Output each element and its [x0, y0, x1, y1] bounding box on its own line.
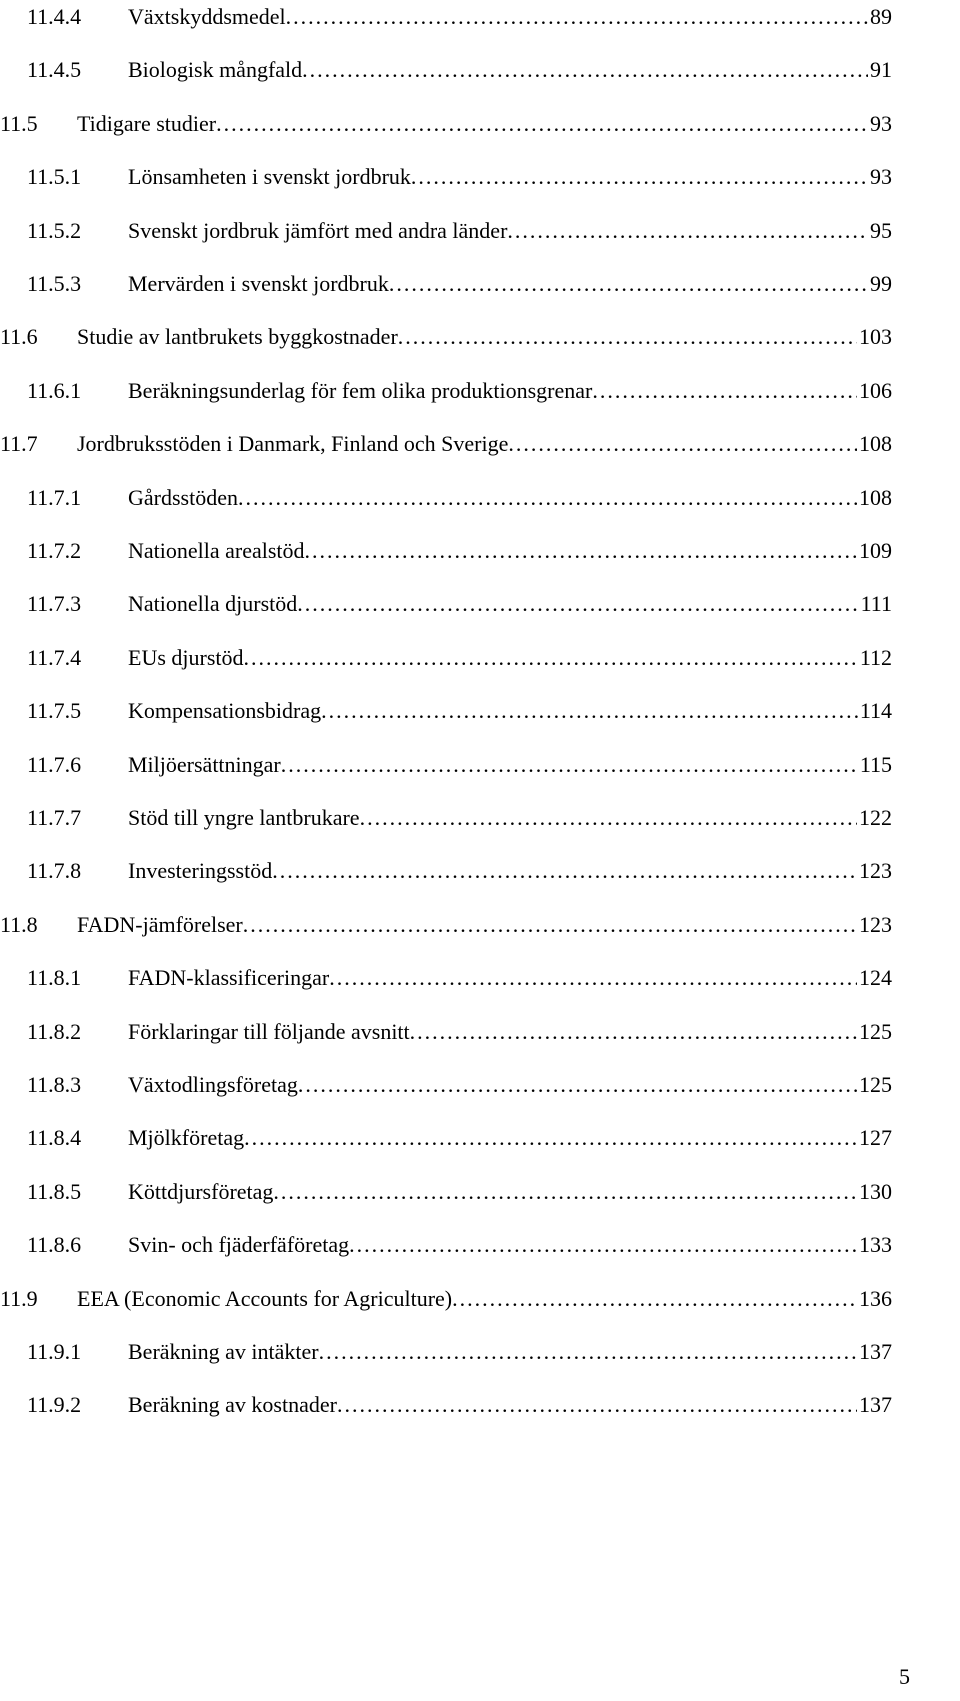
toc-entry-title: Växtskyddsmedel [128, 2, 286, 32]
toc-entry-title: Svenskt jordbruk jämfört med andra länder [128, 216, 507, 246]
toc-entry-title: Växtodlingsföretag [128, 1070, 298, 1100]
toc-entry[interactable] [0, 856, 960, 886]
toc-entry-number: 11.8.1 [27, 965, 82, 991]
toc-dot-leader [319, 1337, 857, 1367]
toc-entry-number: 11.7.1 [27, 484, 82, 510]
toc-dot-leader [272, 856, 857, 886]
toc-entry[interactable] [0, 803, 960, 833]
toc-dot-leader [360, 803, 857, 833]
toc-entry-title: Kompensationsbidrag [128, 696, 321, 726]
toc-entry-number: 11.4.5 [27, 57, 82, 83]
toc-entry[interactable] [0, 216, 960, 246]
toc-entry-number: 11.7.8 [27, 858, 82, 884]
toc-dot-leader [305, 536, 857, 566]
toc-entry-page: 123 [859, 858, 892, 884]
toc-entry-number: 11.5.1 [27, 164, 82, 190]
toc-dot-leader [286, 2, 868, 32]
toc-entry[interactable] [0, 696, 960, 726]
toc-entry[interactable] [0, 1230, 960, 1260]
toc-dot-leader [507, 216, 868, 246]
toc-dot-leader [243, 910, 857, 940]
toc-entry[interactable] [0, 483, 960, 513]
toc-entry[interactable] [0, 910, 960, 940]
toc-entry-title: EEA (Economic Accounts for Agriculture) [77, 1284, 452, 1314]
toc-dot-leader [592, 376, 857, 406]
toc-entry[interactable] [0, 269, 960, 299]
toc-entry-page: 130 [859, 1178, 892, 1204]
toc-entry[interactable] [0, 1284, 960, 1314]
toc-entry-number: 11.8.3 [27, 1072, 82, 1097]
toc-entry-page: 136 [859, 1285, 892, 1311]
toc-entry-number: 11.7.6 [27, 751, 82, 777]
toc-entry-title: Nationella arealstöd [128, 536, 305, 566]
toc-entry[interactable] [0, 1390, 960, 1420]
toc-entry-page: 115 [859, 751, 892, 777]
toc-dot-leader [452, 1284, 857, 1314]
toc-entry-number: 11.8.4 [27, 1125, 82, 1151]
toc-entry-title: FADN-klassificeringar [128, 963, 329, 993]
toc-entry-page: 95 [870, 217, 892, 243]
toc-entry[interactable] [0, 750, 960, 780]
toc-entry-title: Förklaringar till följande avsnitt [128, 1017, 410, 1047]
toc-entry-page: 114 [859, 698, 892, 724]
toc-entry-number: 11.7.5 [27, 698, 82, 724]
toc-entry-title: Beräkning av intäkter [128, 1337, 319, 1367]
toc-entry-title: Mjölkföretag [128, 1123, 244, 1153]
toc-entry-title: Nationella djurstöd [128, 589, 297, 619]
toc-dot-leader [508, 429, 857, 459]
toc-dot-leader [337, 1390, 857, 1420]
toc-entry-page: 137 [859, 1392, 892, 1418]
toc-entry-page: 124 [859, 965, 892, 991]
toc-entry-title: Biologisk mångfald [128, 55, 302, 85]
toc-entry-title: Stöd till yngre lantbrukare [128, 803, 360, 833]
toc-entry-number: 11.7.7 [27, 805, 82, 830]
toc-entry-number: 11.5.2 [27, 217, 82, 243]
toc-entry-page: 112 [859, 644, 892, 670]
toc-entry-number: 11.8 [0, 911, 38, 937]
toc-entry-page: 89 [870, 4, 892, 29]
toc-dot-leader [244, 643, 858, 673]
toc-entry-title: Gårdsstöden [128, 483, 238, 513]
toc-entry-page: 122 [859, 805, 892, 830]
toc-entry-page: 93 [870, 110, 892, 136]
toc-entry-title: Investeringsstöd [128, 856, 272, 886]
toc-entry-title: Jordbruksstöden i Danmark, Finland och Sverige [77, 429, 508, 459]
toc-entry-page: 103 [859, 324, 892, 350]
toc-entry-title: FADN-jämförelser [77, 910, 243, 940]
toc-entry-title: Köttdjursföretag [128, 1177, 273, 1207]
toc-entry[interactable] [0, 1017, 960, 1047]
toc-entry-page: 123 [859, 911, 892, 937]
toc-entry-number: 11.8.5 [27, 1178, 82, 1204]
toc-dot-leader [321, 696, 858, 726]
toc-entry-number: 11.8.2 [27, 1018, 82, 1044]
toc-entry-number: 11.6 [0, 324, 38, 350]
toc-dot-leader [398, 322, 857, 352]
toc-entry-page: 109 [859, 538, 892, 563]
toc-entry[interactable] [0, 376, 960, 406]
toc-entry[interactable] [0, 322, 960, 352]
toc-entry[interactable] [0, 643, 960, 673]
toc-entry-title: Beräkning av kostnader [128, 1390, 337, 1420]
toc-entry-title: EUs djurstöd [128, 643, 244, 673]
toc-entry[interactable] [0, 963, 960, 993]
toc-dot-leader [411, 162, 868, 192]
toc-entry-title: Tidigare studier [77, 109, 216, 139]
toc-entry-number: 11.7.3 [27, 591, 82, 617]
toc-entry-number: 11.7 [0, 431, 38, 457]
toc-entry[interactable] [0, 109, 960, 139]
toc-dot-leader [244, 1123, 857, 1153]
toc-entry-number: 11.6.1 [27, 377, 82, 403]
toc-entry-page: 133 [859, 1232, 892, 1258]
toc-entry[interactable] [0, 162, 960, 192]
toc-entry-number: 11.7.4 [27, 644, 82, 670]
toc-entry[interactable] [0, 55, 960, 85]
toc-entry[interactable] [0, 2, 960, 32]
toc-entry-title: Beräkningsunderlag för fem olika produktionsgrenar [128, 376, 592, 406]
toc-entry-page: 125 [859, 1018, 892, 1044]
toc-entry-number: 11.8.6 [27, 1232, 82, 1258]
toc-dot-leader [302, 55, 868, 85]
toc-entry-title: Mervärden i svenskt jordbruk [128, 269, 389, 299]
toc-dot-leader [273, 1177, 857, 1207]
toc-entry-page: 99 [870, 271, 892, 296]
toc-dot-leader [389, 269, 868, 299]
toc-entry-number: 11.9.1 [27, 1339, 82, 1364]
toc-dot-leader [349, 1230, 857, 1260]
toc-entry-page: 91 [870, 57, 892, 83]
toc-entry[interactable] [0, 1070, 960, 1100]
toc-entry-number: 11.5.3 [27, 271, 82, 296]
toc-entry-page: 111 [860, 591, 892, 617]
toc-entry-title: Studie av lantbrukets byggkostnader [77, 322, 398, 352]
toc-entry-page: 106 [859, 377, 892, 403]
toc-entry-number: 11.5 [0, 110, 38, 136]
toc-entry-number: 11.7.2 [27, 538, 82, 563]
toc-entry-number: 11.4.4 [27, 4, 82, 29]
toc-entry-page: 127 [859, 1125, 892, 1151]
toc-dot-leader [216, 109, 868, 139]
toc-entry[interactable] [0, 429, 960, 459]
toc-dot-leader [298, 1070, 857, 1100]
toc-entry[interactable] [0, 589, 960, 619]
toc-entry[interactable] [0, 1123, 960, 1153]
toc-dot-leader [238, 483, 857, 513]
toc-dot-leader [410, 1017, 857, 1047]
toc-entry-number: 11.9 [0, 1285, 38, 1311]
toc-entry-page: 125 [859, 1072, 892, 1097]
toc-dot-leader [329, 963, 857, 993]
toc-entry-number: 11.9.2 [27, 1392, 82, 1418]
toc-entry[interactable] [0, 536, 960, 566]
toc-entry[interactable] [0, 1177, 960, 1207]
toc-entry-title: Lönsamheten i svenskt jordbruk [128, 162, 411, 192]
page-number: 5 [899, 1664, 910, 1689]
toc-entry[interactable] [0, 1337, 960, 1367]
toc-entry-page: 108 [859, 484, 892, 510]
toc-entry-page: 108 [859, 431, 892, 457]
toc-dot-leader [297, 589, 858, 619]
toc-entry-title: Svin- och fjäderfäföretag [128, 1230, 349, 1260]
toc-dot-leader [281, 750, 858, 780]
toc-entry-title: Miljöersättningar [128, 750, 281, 780]
toc-entry-page: 93 [870, 164, 892, 190]
toc-entry-page: 137 [859, 1339, 892, 1364]
